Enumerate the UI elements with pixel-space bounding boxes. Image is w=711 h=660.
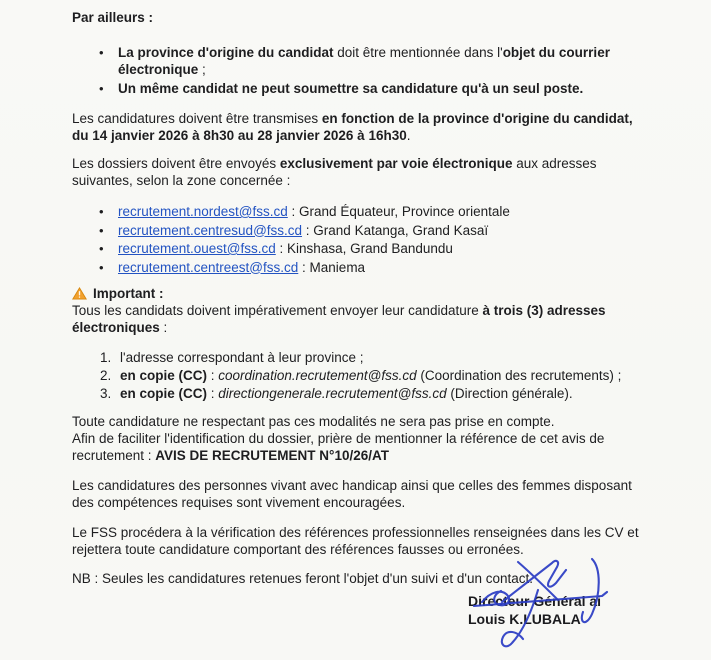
email-zone-item xyxy=(97,222,651,241)
email-text-coordination: coordination.recrutement@fss.cd xyxy=(218,368,417,383)
text-segment: Les candidatures des personnes vivant avec handicap ainsi que celles des femmes disposant xyxy=(72,478,632,493)
text-segment: électronique xyxy=(118,62,199,77)
warning-triangle-icon xyxy=(72,287,87,300)
important-label: Important : xyxy=(93,286,164,301)
list-item-cc-coordination xyxy=(100,367,651,385)
list-number: 1. xyxy=(100,350,112,365)
signatory-title: Directeur Général ai xyxy=(468,593,602,609)
signature-block xyxy=(468,593,601,628)
email-text-direction: directiongenerale.recrutement@fss.cd xyxy=(218,386,447,401)
text-segment: en copie (CC) xyxy=(120,368,208,383)
text-segment: La province d'origine du candidat xyxy=(118,45,334,60)
text-segment: Un même candidat ne peut soumettre sa candidature qu'à un seul poste. xyxy=(118,81,584,96)
text-segment: recrutement : xyxy=(72,448,156,463)
text-segment: aux adresses xyxy=(512,156,597,171)
paragraph-handicap xyxy=(72,477,651,511)
email-zone-list xyxy=(72,203,651,277)
text-segment: en copie (CC) xyxy=(120,386,208,401)
text-segment: : xyxy=(159,320,168,335)
list-number: 3. xyxy=(100,386,112,401)
text-segment: : xyxy=(207,368,219,383)
email-link-ouest[interactable]: recrutement.ouest@fss.cd xyxy=(118,241,276,256)
text-segment: des compétences requises sont vivement encouragées. xyxy=(72,495,406,510)
list-item-text xyxy=(120,385,573,403)
avis-reference: AVIS DE RECRUTEMENT N°10/26/AT xyxy=(155,448,389,463)
zone-label: Grand Équateur, Province orientale xyxy=(299,204,510,219)
email-zone-item xyxy=(97,203,651,222)
email-link-centresud[interactable]: recrutement.centresud@fss.cd xyxy=(118,222,303,238)
email-link-nordest[interactable]: recrutement.nordest@fss.cd xyxy=(118,204,288,219)
text-segment: du 14 janvier 2026 à 8h30 au 28 janvier 2026 à 16h30 xyxy=(72,128,407,143)
text-segment: doit être mentionnée dans l' xyxy=(333,45,503,60)
paragraph-nb: NB : Seules les candidatures retenues feront l'objet d'un suivi et d'un contact. xyxy=(72,571,534,586)
email-zone-item xyxy=(97,240,651,259)
paragraph-verification xyxy=(72,524,651,558)
zone-label: Maniema xyxy=(309,259,366,275)
text-segment: électroniques xyxy=(72,320,160,335)
text-segment: (Coordination des recrutements) ; xyxy=(416,368,622,383)
text-segment: : xyxy=(275,241,288,256)
important-header xyxy=(72,285,651,302)
text-segment: ; xyxy=(198,62,206,77)
paragraph-trois-adresses xyxy=(72,302,651,336)
text-segment: Toute candidature ne respectant pas ces modalités ne sera pas prise en compte. xyxy=(72,414,555,429)
text-segment: Les dossiers doivent être envoyés xyxy=(72,156,280,171)
list-item-cc-direction xyxy=(100,385,651,403)
top-bullet-list xyxy=(72,44,651,97)
list-item-text xyxy=(120,367,621,385)
cc-numbered-list xyxy=(72,349,651,403)
email-link-centreest[interactable]: recrutement.centreest@fss.cd xyxy=(118,259,299,275)
text-segment: exclusivement par voie électronique xyxy=(279,156,513,171)
text-segment: Le FSS procédera à la vérification des références professionnelles renseignées dans les CV et xyxy=(72,525,639,540)
paragraph-modalites xyxy=(72,413,651,464)
text-segment: : xyxy=(298,259,310,275)
text-segment: : xyxy=(287,204,300,219)
paragraph-transmission xyxy=(72,110,651,144)
section-heading: Par ailleurs : xyxy=(72,10,154,25)
bullet-province-origine xyxy=(97,44,651,78)
text-segment: Les candidatures doivent être transmises xyxy=(72,111,322,126)
text-segment: (Direction générale). xyxy=(446,386,573,401)
signatory-name: Louis K.LUBALA xyxy=(468,610,581,627)
text-segment: suivantes, selon la zone concernée : xyxy=(72,173,291,188)
zone-label: Kinshasa, Grand Bandundu xyxy=(287,241,453,256)
text-segment: en fonction de la province d'origine du candidat, xyxy=(321,111,633,126)
list-number: 2. xyxy=(100,368,112,383)
text-segment: : xyxy=(302,222,314,238)
paragraph-envoi xyxy=(72,155,651,189)
text-segment: Afin de faciliter l'identification du dossier, prière de mentionner la référence de cet avis de xyxy=(72,431,605,446)
list-item-province xyxy=(100,349,651,367)
text-segment: l'adresse correspondant à leur province ; xyxy=(120,350,364,365)
text-segment: . xyxy=(406,128,411,143)
text-segment: rejettera toute candidature comportant des références fausses ou erronées. xyxy=(72,542,524,557)
text-segment: à trois (3) adresses xyxy=(482,303,606,318)
bullet-seul-poste xyxy=(97,80,651,97)
text-segment: Tous les candidats doivent impérativement envoyer leur candidature xyxy=(72,303,483,318)
email-zone-item xyxy=(97,259,651,278)
text-segment: : xyxy=(207,386,219,401)
zone-label: Grand Katanga, Grand Kasaï xyxy=(313,222,489,238)
text-segment: objet du courrier xyxy=(502,45,610,60)
